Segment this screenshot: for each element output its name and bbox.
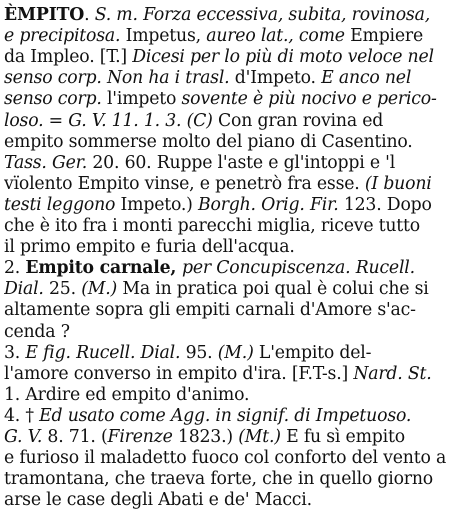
italic-text: senso corp. bbox=[4, 89, 107, 110]
dictionary-entry bbox=[4, 2, 464, 510]
italic-text: (M.) bbox=[81, 279, 123, 300]
italic-text: E fig. Rucell. Dial. bbox=[25, 342, 186, 363]
text: Con gran rovina ed bbox=[218, 110, 384, 131]
italic-text: Tass. Ger. bbox=[4, 152, 93, 173]
italic-text: S. m. Forza eccessiva, subita, rovinosa, bbox=[94, 5, 430, 25]
text: 20. 60. Ruppe l'aste e gl'intoppi e 'l bbox=[92, 152, 396, 173]
text: Ma in pratica poi qual è colui che si bbox=[122, 279, 429, 300]
italic-text: (Mt.) bbox=[238, 427, 287, 447]
text: cenda ? bbox=[4, 321, 70, 342]
text: . bbox=[84, 5, 95, 25]
italic-text: Dial. bbox=[4, 279, 49, 300]
italic-text: G. V. bbox=[4, 427, 48, 447]
text: 2. bbox=[4, 258, 26, 279]
text: da Impleo. [T.] bbox=[4, 47, 133, 68]
text: 1. Ardire ed empito d'animo. bbox=[4, 384, 250, 405]
text: che è ito fra i monti parecchi miglia, riceve tutto bbox=[4, 216, 421, 236]
text: 3. bbox=[4, 342, 26, 363]
text: tramontana, che traeva forte, che in quello giorno bbox=[4, 469, 433, 490]
italic-text: Firenze bbox=[107, 427, 178, 447]
text: Empiere bbox=[350, 26, 423, 47]
text: empito sommerse molto del piano di Casentino. bbox=[4, 131, 413, 152]
bold-text: ÈMPITO bbox=[4, 5, 85, 25]
italic-text: E anco nel bbox=[321, 68, 412, 89]
italic-text: aureo lat., come bbox=[206, 26, 351, 47]
entry-line bbox=[4, 487, 464, 513]
text: 1823.) bbox=[177, 427, 239, 447]
text: L'empito del- bbox=[258, 342, 372, 363]
text: l'amore converso in empito d'ira. [F.T-s.] bbox=[4, 363, 354, 384]
text: 4. † bbox=[4, 405, 40, 426]
text: 95. bbox=[185, 342, 218, 363]
italic-text: testi leggono bbox=[4, 194, 121, 215]
italic-text: per Concupiscenza. Rucell. bbox=[182, 258, 415, 279]
italic-text: (M.) bbox=[217, 342, 259, 363]
italic-text: sovente è più nocivo e perico- bbox=[181, 89, 437, 110]
text: Impetus, bbox=[125, 26, 207, 47]
text: Impeto.) bbox=[120, 194, 198, 215]
italic-text: (I buoni bbox=[364, 173, 432, 194]
text: 25. bbox=[49, 279, 82, 300]
italic-text: Dicesi per lo più di moto veloce nel bbox=[132, 47, 434, 68]
text: d'Impeto. bbox=[234, 68, 322, 89]
text: E fu sì empito bbox=[286, 427, 405, 447]
text: il primo empito e furia dell'acqua. bbox=[4, 237, 295, 258]
text: vïolento Empito vinse, e penetrò fra esse. bbox=[4, 173, 365, 194]
italic-text: loso. = G. V. 11. 1. 3. (C) bbox=[4, 110, 219, 131]
italic-text: senso corp. Non ha i trasl. bbox=[4, 68, 235, 89]
text: altamente sopra gli empiti carnali d'Amore s'ac- bbox=[4, 300, 416, 321]
text: 123. Dopo bbox=[343, 194, 432, 215]
italic-text: Nard. St. bbox=[353, 363, 432, 384]
italic-text: Ed usato come Agg. in signif. di Impetuoso. bbox=[39, 405, 412, 426]
text: e furioso il maladetto fuoco col conforto del vento a bbox=[4, 448, 447, 469]
italic-text: Borgh. Orig. Fir. bbox=[198, 194, 344, 215]
bold-text: Empito carnale, bbox=[25, 258, 183, 279]
text: arse le case degli Abati e de' Macci. bbox=[4, 490, 312, 511]
text: l'impeto bbox=[106, 89, 182, 110]
text: 8. 71. ( bbox=[47, 427, 108, 447]
italic-text: e precipitosa. bbox=[4, 26, 126, 47]
